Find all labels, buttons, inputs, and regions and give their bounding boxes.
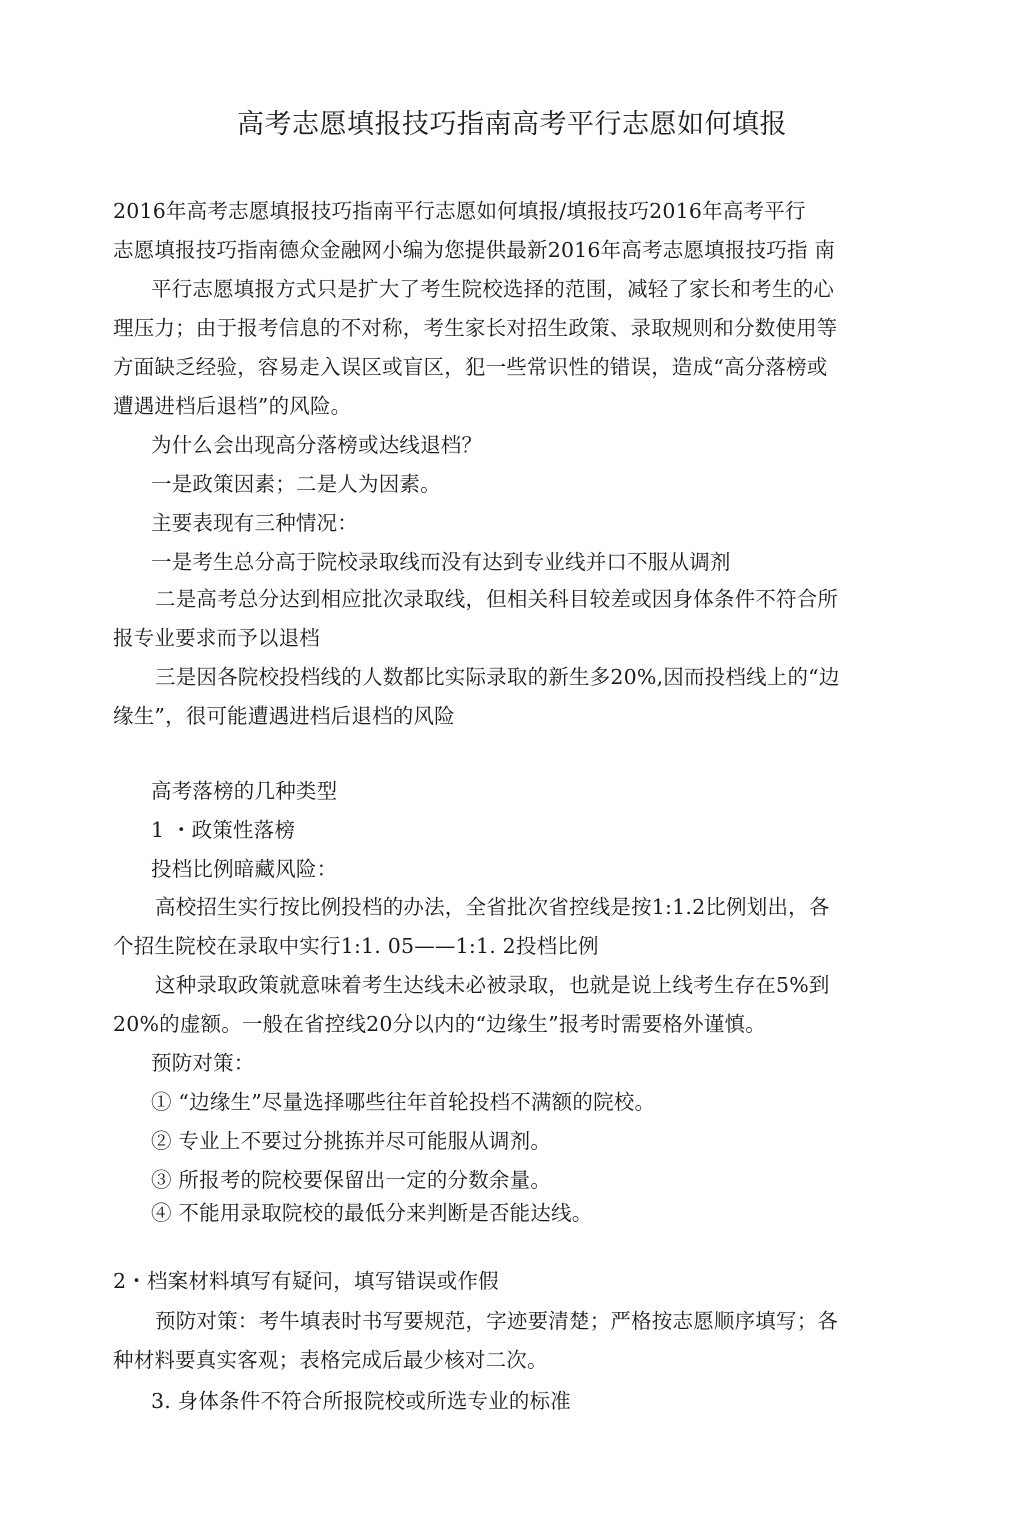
prevention-item-1: ① “边缘生”尽量选择哪些往年首轮投档不满额的院校。 xyxy=(151,1090,656,1114)
prevention-heading: 预防对策： xyxy=(151,1051,255,1075)
question-line: 为什么会出现高分落榜或达线退档？ xyxy=(151,433,483,457)
type-1-subheading: 投档比例暗藏风险： xyxy=(151,857,338,881)
para1-line-2: 理压力；由于报考信息的不对称，考生家长对招生政策、录取规则和分数使用等 xyxy=(113,316,838,340)
intro-line-2: 志愿填报技巧指南德众金融网小编为您提供最新2016年高考志愿填报技巧指 南 xyxy=(113,238,836,262)
situation-3-line-2: 缘生”，很可能遭遇进档后退档的风险 xyxy=(113,704,455,728)
type-1-heading: 1 ・政策性落榜 xyxy=(151,818,296,842)
situations-heading: 主要表现有三种情况： xyxy=(151,511,358,535)
reasons-line: 一是政策因素；二是人为因素。 xyxy=(151,472,441,496)
type-3-heading: 3. 身体条件不符合所报院校或所选专业的标准 xyxy=(151,1389,571,1413)
type-1-para-2-line-1: 这种录取政策就意味着考生达线未必被录取，也就是说上线考生存在5%到 xyxy=(155,973,830,997)
situation-3-line-1: 三是因各院校投档线的人数都比实际录取的新生多20%,因而投档线上的“边 xyxy=(155,665,840,689)
prevention-item-3: ③ 所报考的院校要保留出一定的分数余量。 xyxy=(151,1168,552,1192)
para1-line-1: 平行志愿填报方式只是扩大了考生院校选择的范围，减轻了家长和考生的心 xyxy=(151,277,835,301)
prevention-item-4: ④ 不能用录取院校的最低分来判断是否能达线。 xyxy=(151,1201,593,1225)
situation-2-line-2: 报专业要求而予以退档 xyxy=(113,626,320,650)
type-1-para-1-line-1: 高校招生实行按比例投档的办法，全省批次省控线是按1:1.2比例划出，各 xyxy=(155,895,830,919)
type-2-para-line-1: 预防对策：考牛填表时书写要规范，字迹要清楚；严格按志愿顺序填写；各 xyxy=(155,1309,839,1333)
situation-1: 一是考生总分高于院校录取线而没有达到专业线并口不服从调剂 xyxy=(151,550,731,574)
para1-line-3: 方面缺乏经验，容易走入误区或盲区，犯一些常识性的错误，造成“高分落榜或 xyxy=(113,355,828,379)
type-1-para-2-line-2: 20%的虚额。一般在省控线20分以内的“边缘生”报考时需要格外谨慎。 xyxy=(113,1012,766,1036)
situation-2-line-1: 二是高考总分达到相应批次录取线，但相关科目较差或因身体条件不符合所 xyxy=(155,587,839,611)
prevention-item-2: ② 专业上不要过分挑拣并尽可能服从调剂。 xyxy=(151,1129,552,1153)
para1-line-4: 遭遇进档后退档”的风险。 xyxy=(113,394,352,418)
intro-line-1: 2016年高考志愿填报技巧指南平行志愿如何填报/填报技巧2016年高考平行 xyxy=(113,199,806,223)
type-2-para-line-2: 种材料要真实客观；表格完成后最少核对二次。 xyxy=(113,1348,548,1372)
type-1-para-1-line-2: 个招生院校在录取中实行1:1. 05——1:1. 2投档比例 xyxy=(113,934,599,958)
document-title: 高考志愿填报技巧指南高考平行志愿如何填报 xyxy=(237,109,787,140)
type-2-heading: 2・档案材料填写有疑问，填写错误或作假 xyxy=(113,1269,499,1293)
types-heading: 高考落榜的几种类型 xyxy=(151,779,338,803)
